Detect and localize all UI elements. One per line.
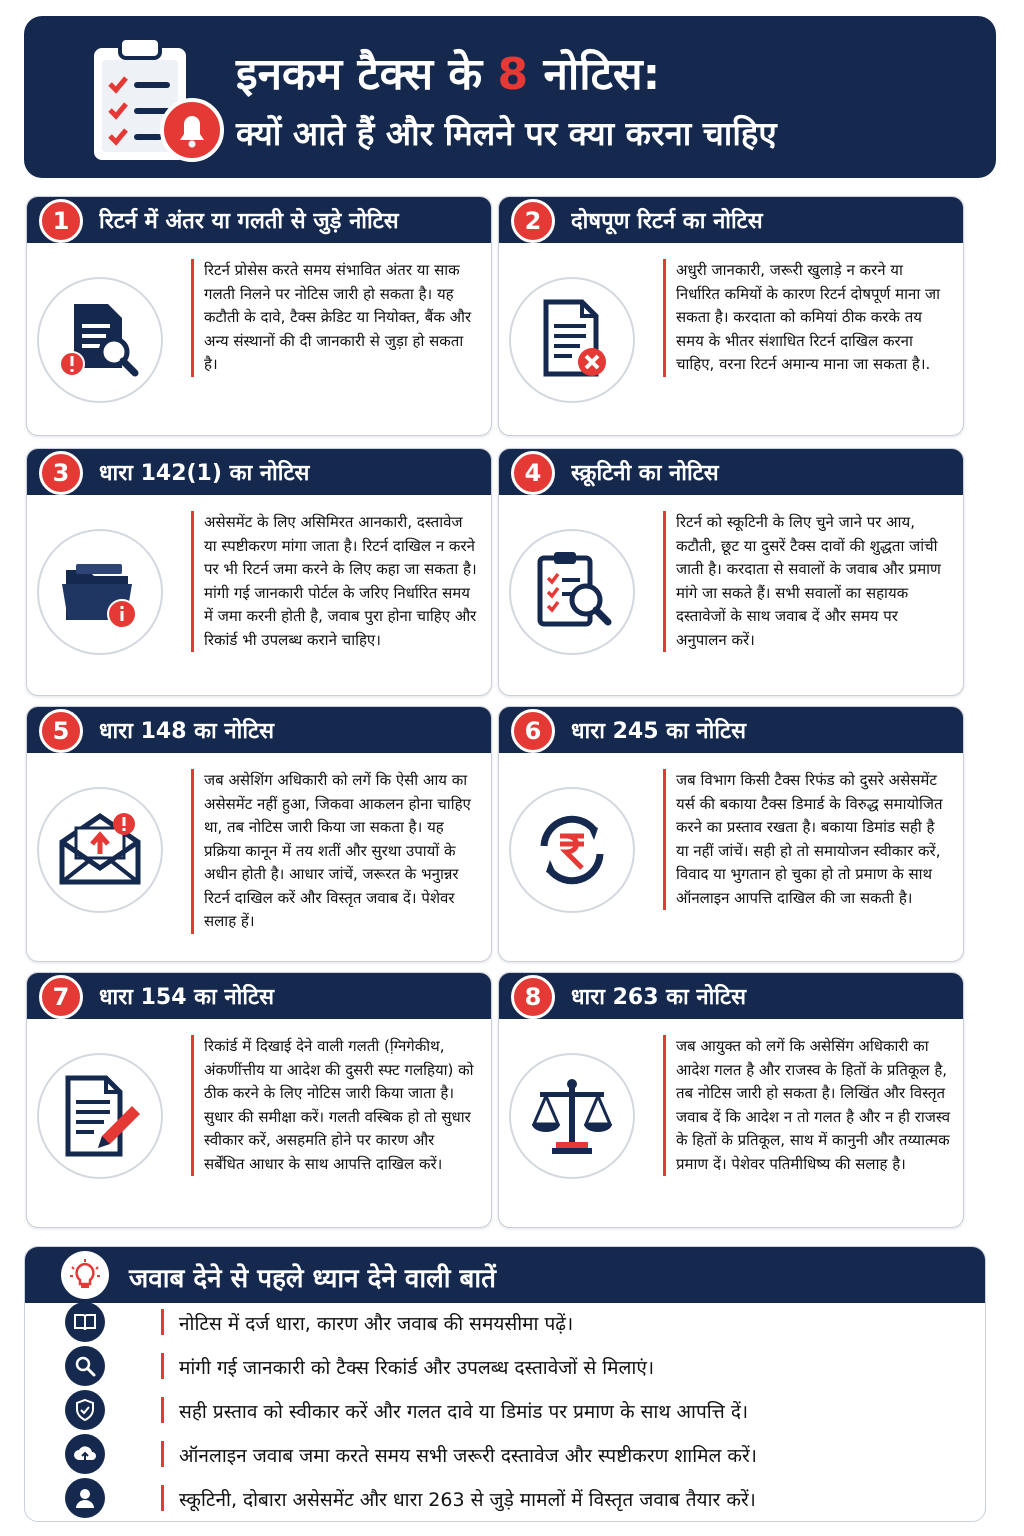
notice-title: धारा 263 का नोटिस xyxy=(571,985,746,1010)
folder-info-icon xyxy=(37,529,163,655)
notice-card-header xyxy=(27,197,491,243)
clipboard-bell-icon xyxy=(74,34,234,164)
rupee-refresh-icon xyxy=(509,787,635,913)
notice-title: रिटर्न में अंतर या गलती से जुड़े नोटिस xyxy=(99,209,399,234)
tips-section xyxy=(24,1246,986,1522)
notice-number-badge: 2 xyxy=(511,199,555,243)
notice-card-2 xyxy=(498,196,964,436)
cloud-upload-icon xyxy=(65,1434,105,1474)
tip-divider xyxy=(161,1441,164,1467)
notice-card-header xyxy=(27,449,491,495)
notice-body: जब असेशिंग अधिकारी को लगें कि ऐसी आय का असेसमेंट नहीं हुआ, जिकवा आकलन होना चाहिए था, तब नोटिस जारी किया जा सकता है। यह प्रक्रिया कानून में तय शतीं और सुरथा उपायों के अधीन होती है। आधार जांचें, जरूरत के भनुान्नर रिटर्न दाखिल करें और विस्तृत जवाब दें। पेशेवर सलाह हें। xyxy=(191,769,479,934)
tip-text: स्कूटिनी, दोबारा असेसमेंट और धारा 263 से जुड़े मामलों में विस्तृत जवाब तैयार करें। xyxy=(179,1489,756,1511)
notice-number-badge: 1 xyxy=(39,199,83,243)
tip-text: नोटिस में दर्ज धारा, कारण और जवाब की समयसीमा पढ़ें। xyxy=(179,1313,574,1335)
notice-card-1 xyxy=(26,196,492,436)
notice-body: रिटर्न को स्कूटिनी के लिए चुने जाने पर आय, कटौती, छूट या दुसरें टैक्स दावों की शुद्धता जांची जाती है। करदाता से सवालों के जवाब और प्रमाण मांगे जा सकते हैं। सभी सवालों का सहायक दस्तावेजों के साथ जवाब दें और समय पर अनुपालन करें। xyxy=(663,511,951,652)
search-icon xyxy=(65,1346,105,1386)
notice-title: धारा 154 का नोटिस xyxy=(99,985,274,1010)
tips-heading: जवाब देने से पहले ध्यान देने वाली बातें xyxy=(129,1264,496,1294)
scales-icon xyxy=(509,1053,635,1179)
notice-card-4 xyxy=(498,448,964,696)
document-pen-icon xyxy=(37,1053,163,1179)
shield-check-icon xyxy=(65,1390,105,1430)
user-icon xyxy=(65,1478,105,1518)
document-search-alert-icon xyxy=(37,277,163,403)
notice-title: धारा 142(1) का नोटिस xyxy=(99,461,310,486)
envelope-alert-icon xyxy=(37,787,163,913)
notice-card-header xyxy=(499,707,963,753)
tips-header xyxy=(25,1247,985,1303)
tip-divider xyxy=(161,1353,164,1379)
notice-card-8 xyxy=(498,972,964,1228)
book-icon xyxy=(65,1302,105,1342)
notice-body: जब विभाग किसी टैक्स रिफंड को दुसरे असेसमेंट यर्स की बकाया टैक्स डिमार्ड के विरुद्ध समायोजित करने का प्रस्ताव रखता है। बकाया डिमांड सही है या नहीं जांचें। सही हो तो समायोजन स्वीकार करें, विवाद या भुगतान हो चुका हो तो प्रमाण के साथ ऑनलाइन आपत्ति दाखिल की जा सकती है। xyxy=(663,769,951,910)
clipboard-magnifier-icon xyxy=(509,529,635,655)
header-banner xyxy=(24,16,996,178)
notice-number-badge: 5 xyxy=(39,709,83,753)
notice-card-header xyxy=(27,707,491,753)
tip-text: ऑनलाइन जवाब जमा करते समय सभी जरूरी दस्तावेज और स्पष्टीकरण शामिल करें। xyxy=(179,1445,757,1467)
notice-card-header xyxy=(499,449,963,495)
tip-item xyxy=(25,1433,985,1475)
lightbulb-icon xyxy=(61,1251,109,1299)
tip-divider xyxy=(161,1309,164,1335)
document-cross-icon xyxy=(509,277,635,403)
notice-card-7 xyxy=(26,972,492,1228)
title-number: 8 xyxy=(497,49,529,100)
notice-title: धारा 245 का नोटिस xyxy=(571,719,746,744)
tip-item xyxy=(25,1345,985,1387)
tip-item xyxy=(25,1477,985,1519)
notice-number-badge: 4 xyxy=(511,451,555,495)
notice-title: दोषपूण रिटर्न का नोटिस xyxy=(571,209,763,234)
notice-number-badge: 6 xyxy=(511,709,555,753)
page-subtitle: क्यों आते हैं और मिलने पर क्या करना चाहिए xyxy=(236,114,777,153)
notice-body: अधुरी जानकारी, जरूरी खुलाड़े न करने या निर्धारित कमियों के कारण रिटर्न दोषपूर्ण माना जा सकता है। करदाता को कमियां ठीक करके तय समय के भीतर संशाधित रिटर्न दाखिल करना चाहिए, वरना रिटर्न अमान्य माना जा सकता है।. xyxy=(663,259,951,377)
tip-item xyxy=(25,1301,985,1343)
notice-title: धारा 148 का नोटिस xyxy=(99,719,274,744)
notice-card-3 xyxy=(26,448,492,696)
notice-body: जब आयुक्त को लगें कि असेसिंग अधिकारी का आदेश गलत है और राजस्व के हितों के प्रतिकूल है, तब नोटिस जारी हो सकता है। लिखिंत और विस्तृत जवाब दें कि आदेश न तो गलत है और न ही राजस्व के हितों के प्रतिकूल, साथ में कानुनी और तय्यात्मक प्रमाण दें। पेशेवर पतिमीधिष्य की सलाह है। xyxy=(663,1035,951,1176)
tip-divider xyxy=(161,1485,164,1511)
notice-card-5 xyxy=(26,706,492,962)
notice-body: रिटर्न प्रोसेस करते समय संभावित अंतर या साक गलती निलने पर नोटिस जारी हो सकता है। यह कटौती के दावे, टैक्स क्रेडिट या नियोक्त, बैंक और अन्य संस्थानों की दी जानकारी से जुड़ा हो सकता है। xyxy=(191,259,479,377)
tip-item xyxy=(25,1389,985,1431)
notice-card-header xyxy=(499,973,963,1019)
notice-title: स्क्रूटिनी का नोटिस xyxy=(571,461,719,486)
notice-body: रिकांर्ड में दिखाई देने वाली गलती (ग्नि़गेकीथ, अंकणींत्तीय या आदेश की दुसरी स्फ्ट गलहिया) को ठीक करने के लिए नोटिस जारी किया जाता है। सुधार की समीक्षा करें। गलती वस्बिक हो तो सुधार स्वीकार करें, असहमति होने पर कारण और सर्बेंधित आधार के साथ आपत्ति दाखिल करें। xyxy=(191,1035,479,1176)
tip-divider xyxy=(161,1397,164,1423)
notice-number-badge: 8 xyxy=(511,975,555,1019)
tip-text: सही प्रस्ताव को स्वीकार करें और गलत दावे या डिमांड पर प्रमाण के साथ आपत्ति दें। xyxy=(179,1401,749,1423)
notice-card-6 xyxy=(498,706,964,962)
page-title: इनकम टैक्स के 8 नोटिस: xyxy=(236,49,661,100)
notice-card-header xyxy=(27,973,491,1019)
notice-body: असेसमेंट के लिए असिमिरत आनकारी, दस्तावेज या स्पष्टीकरण मांगा जाता है। रिटर्न दाखिल न करने पर भी रिटर्न जमा करने के लिए कहा जा सकता है। मांगी गई जानकारी पोर्टल के जरिए निर्धारित समय में जमा करनी होती है, जवाब पुरा होना चाहिए और रिकांर्ड भी उपलब्ध कराने चाहिए। xyxy=(191,511,479,652)
notice-card-header xyxy=(499,197,963,243)
notice-number-badge: 3 xyxy=(39,451,83,495)
notice-number-badge: 7 xyxy=(39,975,83,1019)
tip-text: मांगी गई जानकारी को टैक्स रिकांर्ड और उपलब्ध दस्तावेजों से मिलाएं। xyxy=(179,1357,655,1379)
